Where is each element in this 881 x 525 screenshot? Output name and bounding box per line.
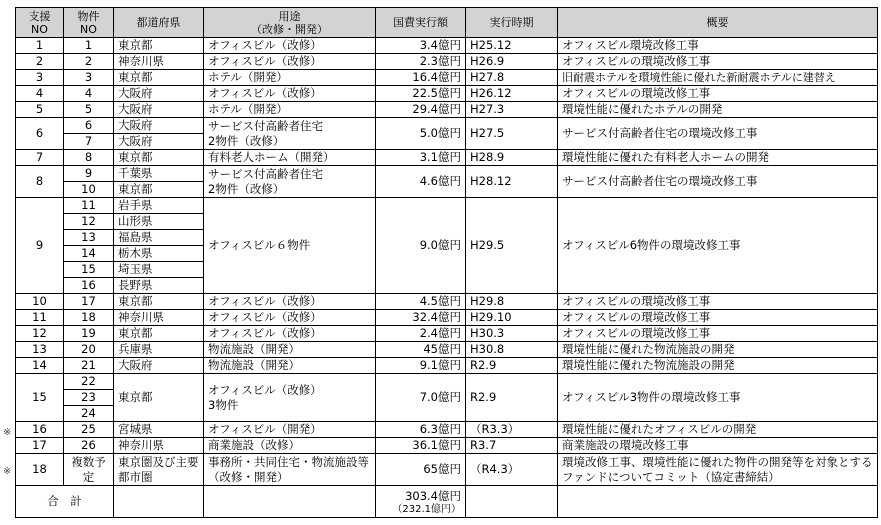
- prefecture: 大阪府: [114, 86, 204, 102]
- shien-no: 12: [16, 326, 64, 342]
- amount: 29.4億円: [376, 102, 466, 118]
- usage: オフィスビル（改修）: [204, 310, 376, 326]
- prefecture: 栃木県: [114, 246, 204, 262]
- period: H27.8: [466, 70, 558, 86]
- bukken-no: 3: [64, 70, 114, 86]
- period: R3.7: [466, 438, 558, 454]
- summary: オフィスビル環境改修工事: [558, 38, 878, 54]
- table-row: [16, 438, 878, 454]
- prefecture: 長野県: [114, 278, 204, 294]
- usage: オフィスビル（改修） 3物件: [204, 374, 376, 422]
- usage: オフィスビル（改修）: [204, 326, 376, 342]
- prefecture: 宮城県: [114, 422, 204, 438]
- prefecture: 神奈川県: [114, 438, 204, 454]
- shien-no: 5: [16, 102, 64, 118]
- usage: ホテル（開発）: [204, 102, 376, 118]
- amount: 32.4億円: [376, 310, 466, 326]
- table-row: [16, 374, 878, 390]
- prefecture: 岩手県: [114, 198, 204, 214]
- usage: オフィスビル（改修）: [204, 54, 376, 70]
- summary: 環境性能に優れたオフィスビルの開発: [558, 422, 878, 438]
- summary: サービス付高齢者住宅の環境改修工事: [558, 118, 878, 150]
- usage: オフィスビル６物件: [204, 198, 376, 294]
- summary: 商業施設の環境改修工事: [558, 438, 878, 454]
- bukken-no: 15: [64, 262, 114, 278]
- shien-no: 3: [16, 70, 64, 86]
- summary: 旧耐震ホテルを環境性能に優れた新耐震ホテルに建替え: [558, 70, 878, 86]
- bukken-no: 25: [64, 422, 114, 438]
- shien-no: 15: [16, 374, 64, 422]
- bukken-no: 24: [64, 406, 114, 422]
- amount: 65億円: [376, 454, 466, 486]
- period: H27.5: [466, 118, 558, 150]
- usage: サービス付高齢者住宅 2物件（改修）: [204, 166, 376, 198]
- summary: サービス付高齢者住宅の環境改修工事: [558, 166, 878, 198]
- prefecture: 東京都: [114, 374, 204, 422]
- total-label: 合 計: [16, 486, 114, 518]
- prefecture: 東京都: [114, 326, 204, 342]
- total-amount-main: 303.4億円: [405, 488, 461, 503]
- prefecture: 東京都: [114, 150, 204, 166]
- summary: オフィスビルの環境改修工事: [558, 86, 878, 102]
- summary: 環境改修工事、環境性能に優れた物件の開発等を対象とするファンドについてコミット（協定書締結）: [558, 454, 878, 486]
- period: H25.12: [466, 38, 558, 54]
- shien-no: 16: [16, 422, 64, 438]
- prefecture: 大阪府: [114, 118, 204, 134]
- amount: 2.4億円: [376, 326, 466, 342]
- prefecture: 神奈川県: [114, 54, 204, 70]
- bukken-no: 2: [64, 54, 114, 70]
- amount: 3.1億円: [376, 150, 466, 166]
- summary: 環境性能に優れた有料老人ホームの開発: [558, 150, 878, 166]
- shien-no: 10: [16, 294, 64, 310]
- period: H29.10: [466, 310, 558, 326]
- shien-no: 9: [16, 198, 64, 294]
- amount: 4.6億円: [376, 166, 466, 198]
- amount: 16.4億円: [376, 70, 466, 86]
- usage: 事務所・共同住宅・物流施設等（改修・開発）: [204, 454, 376, 486]
- bukken-no: 20: [64, 342, 114, 358]
- header-period: 実行時期: [466, 8, 558, 38]
- header-prefecture: 都道府県: [114, 8, 204, 38]
- empty-cell: [204, 486, 376, 518]
- prefecture: 東京都: [114, 70, 204, 86]
- header-bukken-no: 物件 NO: [64, 8, 114, 38]
- prefecture: 千葉県: [114, 166, 204, 182]
- bukken-no: 19: [64, 326, 114, 342]
- usage: オフィスビル（改修）: [204, 38, 376, 54]
- prefecture: 兵庫県: [114, 342, 204, 358]
- total-amount-sub: （232.1億円）: [392, 503, 461, 515]
- amount: 22.5億円: [376, 86, 466, 102]
- shien-no: 18: [16, 454, 64, 486]
- summary: オフィスビルの環境改修工事: [558, 310, 878, 326]
- summary: オフィスビルの環境改修工事: [558, 294, 878, 310]
- amount: 45億円: [376, 342, 466, 358]
- amount: 6.3億円: [376, 422, 466, 438]
- summary: オフィスビルの環境改修工事: [558, 54, 878, 70]
- shien-no: 7: [16, 150, 64, 166]
- usage: オフィスビル（開発）: [204, 422, 376, 438]
- shien-no: 8: [16, 166, 64, 198]
- amount: 9.1億円: [376, 358, 466, 374]
- shien-no: 2: [16, 54, 64, 70]
- shien-no: 11: [16, 310, 64, 326]
- shien-no: 4: [16, 86, 64, 102]
- usage: 有料老人ホーム（開発）: [204, 150, 376, 166]
- table-row: [16, 86, 878, 102]
- empty-cell: [558, 486, 878, 518]
- usage: ホテル（開発）: [204, 70, 376, 86]
- note-mark: ※: [3, 466, 12, 477]
- table-row: [16, 358, 878, 374]
- bukken-no: 8: [64, 150, 114, 166]
- summary: オフィスビルの環境改修工事: [558, 326, 878, 342]
- table-row: [16, 38, 878, 54]
- usage: オフィスビル（改修）: [204, 294, 376, 310]
- usage: サービス付高齢者住宅 2物件（改修）: [204, 118, 376, 150]
- table-row: [16, 102, 878, 118]
- period: H29.8: [466, 294, 558, 310]
- amount: 36.1億円: [376, 438, 466, 454]
- table-row: [16, 150, 878, 166]
- prefecture: 東京圏及び主要都市圏: [114, 454, 204, 486]
- period: R2.9: [466, 358, 558, 374]
- bukken-no: 16: [64, 278, 114, 294]
- table-row: [16, 310, 878, 326]
- total-row: [16, 486, 878, 518]
- prefecture: 東京都: [114, 38, 204, 54]
- prefecture: 東京都: [114, 182, 204, 198]
- total-amount: [376, 486, 466, 518]
- bukken-no: 6: [64, 118, 114, 134]
- table-row: [16, 118, 878, 134]
- table-row: [16, 166, 878, 182]
- table-row: [16, 454, 878, 486]
- prefecture: 大阪府: [114, 102, 204, 118]
- bukken-no: 10: [64, 182, 114, 198]
- shien-no: 13: [16, 342, 64, 358]
- table-row: [16, 422, 878, 438]
- table-row: [16, 342, 878, 358]
- period: H30.3: [466, 326, 558, 342]
- prefecture: 東京都: [114, 294, 204, 310]
- prefecture: 神奈川県: [114, 310, 204, 326]
- period: （R4.3）: [466, 454, 558, 486]
- shien-no: 14: [16, 358, 64, 374]
- table-row: [16, 70, 878, 86]
- summary: 環境性能に優れたホテルの開発: [558, 102, 878, 118]
- bukken-no: 7: [64, 134, 114, 150]
- summary: オフィスビル6物件の環境改修工事: [558, 198, 878, 294]
- bukken-no: 26: [64, 438, 114, 454]
- table-row: [16, 198, 878, 214]
- note-mark: ※: [3, 427, 12, 438]
- bukken-no: 1: [64, 38, 114, 54]
- usage: 物流施設（開発）: [204, 358, 376, 374]
- header-usage: 用途 （改修・開発）: [204, 8, 376, 38]
- table-row: [16, 294, 878, 310]
- table-row: [16, 54, 878, 70]
- period: H28.12: [466, 166, 558, 198]
- summary: オフィスビル3物件の環境改修工事: [558, 374, 878, 422]
- amount: 4.5億円: [376, 294, 466, 310]
- period: H26.12: [466, 86, 558, 102]
- bukken-no: 11: [64, 198, 114, 214]
- bukken-no: 23: [64, 390, 114, 406]
- summary: 環境性能に優れた物流施設の開発: [558, 358, 878, 374]
- period: H29.5: [466, 198, 558, 294]
- period: H27.3: [466, 102, 558, 118]
- amount: 5.0億円: [376, 118, 466, 150]
- shien-no: 6: [16, 118, 64, 150]
- amount: 9.0億円: [376, 198, 466, 294]
- usage: 商業施設（改修）: [204, 438, 376, 454]
- bukken-no: 14: [64, 246, 114, 262]
- bukken-no: 9: [64, 166, 114, 182]
- period: （R3.3）: [466, 422, 558, 438]
- shien-no: 17: [16, 438, 64, 454]
- bukken-no: 18: [64, 310, 114, 326]
- amount: 3.4億円: [376, 38, 466, 54]
- header-summary: 概要: [558, 8, 878, 38]
- projects-table: [15, 7, 878, 518]
- usage: 物流施設（開発）: [204, 342, 376, 358]
- table-row: [16, 326, 878, 342]
- amount: 7.0億円: [376, 374, 466, 422]
- bukken-no: 4: [64, 86, 114, 102]
- period: H28.9: [466, 150, 558, 166]
- bukken-no: 17: [64, 294, 114, 310]
- empty-cell: [466, 486, 558, 518]
- bukken-no: 13: [64, 230, 114, 246]
- bukken-no: 複数予定: [64, 454, 114, 486]
- period: R2.9: [466, 374, 558, 422]
- usage: オフィスビル（改修）: [204, 86, 376, 102]
- bukken-no: 21: [64, 358, 114, 374]
- prefecture: 福島県: [114, 230, 204, 246]
- period: H30.8: [466, 342, 558, 358]
- period: H26.9: [466, 54, 558, 70]
- shien-no: 1: [16, 38, 64, 54]
- summary: 環境性能に優れた物流施設の開発: [558, 342, 878, 358]
- amount: 2.3億円: [376, 54, 466, 70]
- bukken-no: 12: [64, 214, 114, 230]
- header-shien-no: 支援 NO: [16, 8, 64, 38]
- empty-cell: [114, 486, 204, 518]
- prefecture: 埼玉県: [114, 262, 204, 278]
- bukken-no: 5: [64, 102, 114, 118]
- prefecture: 山形県: [114, 214, 204, 230]
- header-amount: 国費実行額: [376, 8, 466, 38]
- prefecture: 大阪府: [114, 358, 204, 374]
- bukken-no: 22: [64, 374, 114, 390]
- prefecture: 大阪府: [114, 134, 204, 150]
